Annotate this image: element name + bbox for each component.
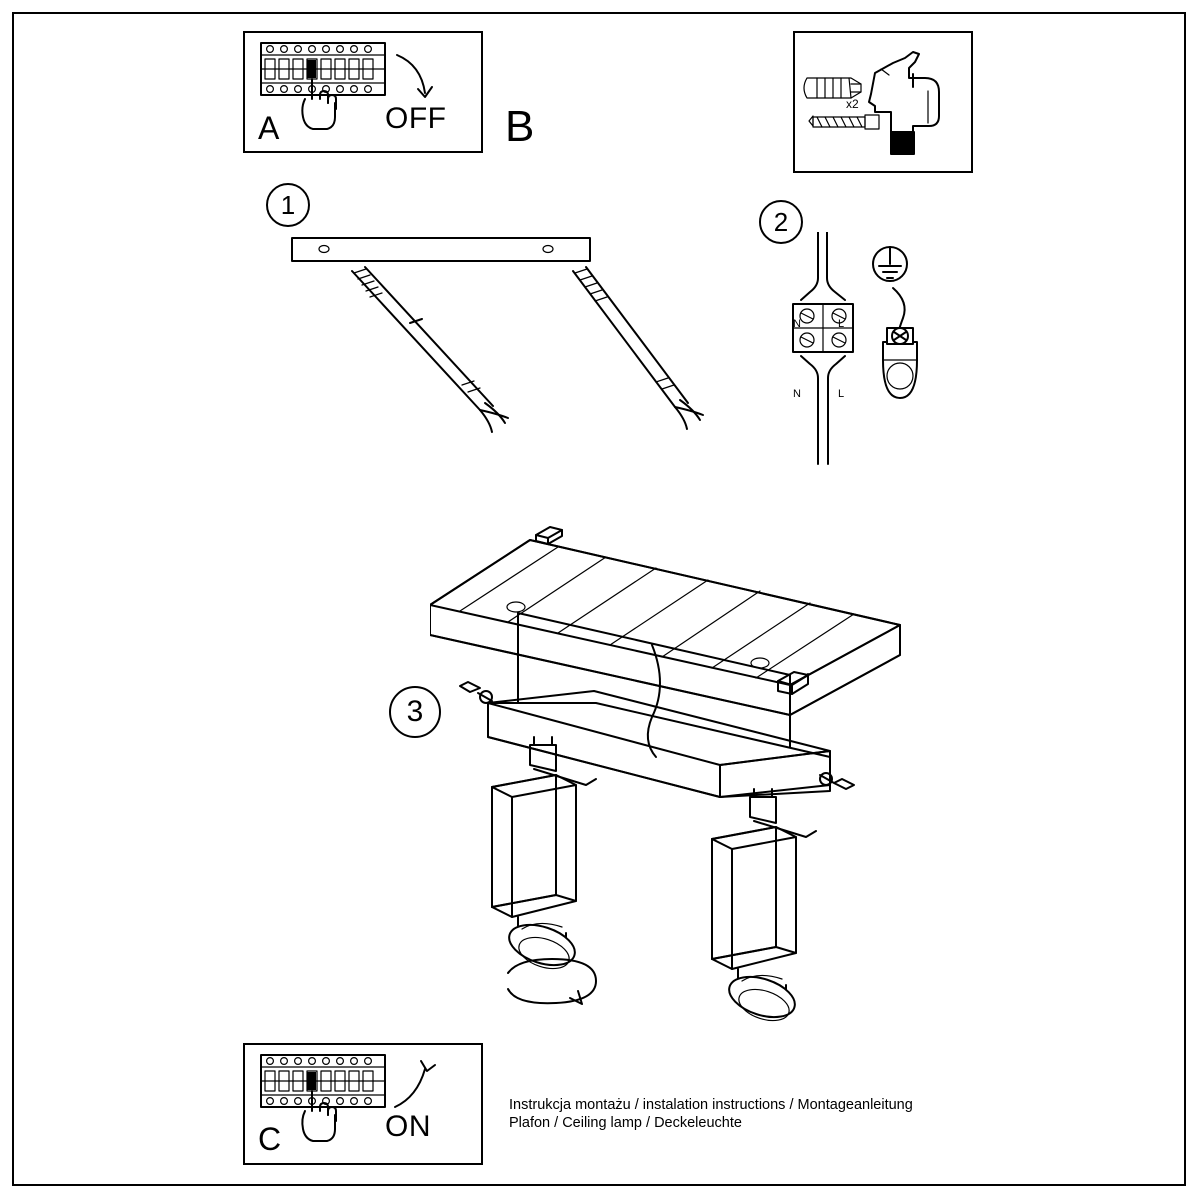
step-3-number: 3 <box>389 686 441 738</box>
step-a-off-label: OFF <box>385 102 447 135</box>
terminal-label-l-top: L <box>838 318 845 330</box>
step-1-number: 1 <box>266 183 310 227</box>
step-3-illustration <box>430 525 950 1045</box>
step-a-letter: A <box>258 110 280 146</box>
caption-line-1: Instrukcja montażu / instalation instructions / Montageanleitung <box>509 1097 913 1113</box>
step-1-illustration <box>290 225 720 455</box>
terminal-label-n-bottom: N <box>793 388 801 400</box>
step-b-quantity-label: x2 <box>846 97 859 111</box>
step-2-number: 2 <box>759 200 803 244</box>
step-b-letter: B <box>505 102 535 151</box>
terminal-label-l-bottom: L <box>838 388 845 400</box>
step-b-box <box>793 31 973 173</box>
step-2-illustration <box>775 232 955 472</box>
step-c-letter: C <box>258 1121 282 1157</box>
caption-line-2: Plafon / Ceiling lamp / Deckeleuchte <box>509 1115 742 1131</box>
terminal-label-n-top: N <box>793 318 801 330</box>
step-b-illustration <box>795 33 971 171</box>
step-c-on-label: ON <box>385 1110 431 1143</box>
